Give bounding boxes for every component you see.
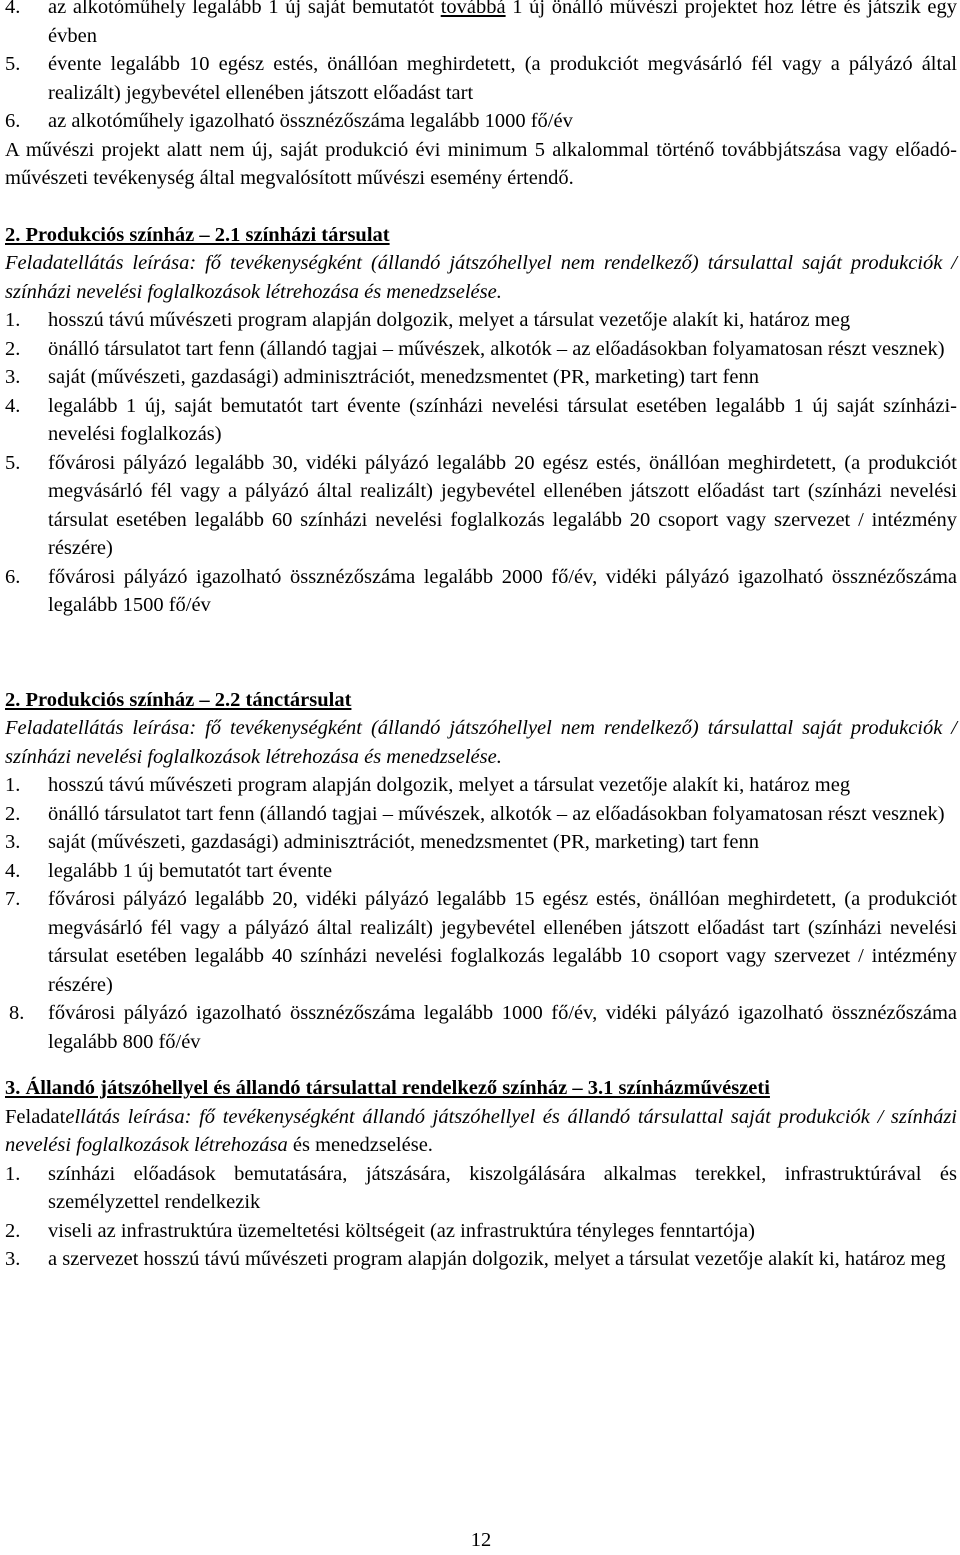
list-item: 8. fővárosi pályázó igazolható össznézőszáma legalább 1000 fő/év, vidéki pályázó igazolható össznézőszáma legalább 800 fő/év (5, 999, 957, 1056)
list-item: 2. viseli az infrastruktúra üzemeltetési költségeit (az infrastruktúra tényleges fenntartója) (5, 1217, 957, 1246)
list-item: 1. hosszú távú művészeti program alapján dolgozik, melyet a társulat vezetője alakít ki, határoz meg (5, 771, 957, 800)
list-number: 5. (5, 451, 21, 474)
list-item: 1. színházi előadások bemutatására, játszására, kiszolgálására alkalmas terekkel, infrastruktúrával és személyzettel rendelkezik (5, 1160, 957, 1217)
list-number: 4. (5, 394, 21, 417)
list-item: 3. a szervezet hosszú távú művészeti program alapján dolgozik, melyet a társulat vezetője alakít ki, határoz meg (5, 1245, 957, 1274)
list-number: 2. (5, 1219, 21, 1242)
list-number: 6. (5, 110, 21, 132)
list-number: 4. (5, 859, 21, 882)
list-number: 2. (5, 337, 21, 360)
list-item: 2. önálló társulatot tart fenn (állandó tagjai – művészek, alkotók – az előadásokban folyamatosan részt vesznek) (5, 335, 957, 364)
list-item: 4. legalább 1 új, saját bemutatót tart évente (színházi nevelési társulat esetében legalább 1 új saját színházi-nevelési foglalkozás) (5, 392, 957, 449)
page-number: 12 (470, 1529, 492, 1551)
list-item: 4. legalább 1 új bemutatót tart évente (5, 857, 957, 886)
list-number: 1. (5, 1162, 21, 1185)
document-page (5, 0, 957, 1553)
list-number: 2. (5, 802, 21, 825)
list-item: 7. fővárosi pályázó legalább 20, vidéki pályázó legalább 15 egész estés, önállóan meghirdetett, (a produkciót megvásárló fél vagy a pályázó által realizált) jegybevétel ellenében játszott előadást tart (színházi nevelési társulat esetében legalább 40 színházi nevelési foglalkozás legalább 10 csoport vagy szervezet / intézmény részére) (5, 885, 957, 999)
list-number: 7. (5, 888, 21, 910)
note-paragraph: A művészi projekt alatt nem új, saját produkció évi minimum 5 alkalommal történő továbbjátszása vagy előadó-művészeti tevékenység által megvalósított művészi esemény értendő. (5, 138, 957, 189)
section-2-1 (5, 221, 957, 620)
top-list (5, 0, 957, 136)
section-description: Feladatellátás leírása: fő tevékenységként (állandó játszóhellyel nem rendelkező) társulattal saját produkciók / színházi nevelési foglalkozások létrehozása és menedzselése. (5, 252, 957, 303)
section-description: Feladatellátás leírása: fő tevékenységként (állandó játszóhellyel nem rendelkező) társulattal saját produkciók / színházi nevelési foglalkozások létrehozása és menedzselése. (5, 717, 957, 768)
list-item: 1. hosszú távú művészeti program alapján dolgozik, melyet a társulat vezetője alakít ki, határoz meg (5, 306, 957, 335)
section-3-1 (5, 1074, 957, 1274)
list-number: 3. (5, 366, 21, 388)
list-item: 3. saját (művészeti, gazdasági) adminisztrációt, menedzsmentet (PR, marketing) tart fenn (5, 363, 957, 392)
list-number: 1. (5, 774, 21, 796)
list-number: 6. (5, 565, 21, 588)
list-number: 4. (5, 0, 21, 18)
list-item: 3. saját (művészeti, gazdasági) adminisztrációt, menedzsmentet (PR, marketing) tart fenn (5, 828, 957, 857)
list-item: 5. évente legalább 10 egész estés, önállóan meghirdetett, (a produkciót megvásárló fél vagy a pályázó által realizált) jegybevétel ellenében játszott előadást tart (5, 50, 957, 107)
list-number: 1. (5, 309, 21, 331)
section-heading: 2. Produkciós színház – 2.2 tánctársulat (5, 688, 352, 711)
list-item: 6. az alkotóműhely igazolható össznézőszáma legalább 1000 fő/év (5, 107, 957, 136)
section-heading: 2. Produkciós színház – 2.1 színházi társulat (5, 223, 390, 246)
underlined-word: továbbá (440, 0, 506, 18)
section-heading: 3. Állandó játszóhellyel és állandó társulattal rendelkező színház – 3.1 színházművészeti (5, 1077, 770, 1099)
section-description: Feladatellátás leírása: fő tevékenységként állandó játszóhellyel és állandó társulattal saját produkciók / színházi nevelési foglalkozások létrehozása és menedzselése. (5, 1105, 957, 1156)
list-item: 5. fővárosi pályázó legalább 30, vidéki pályázó legalább 20 egész estés, önállóan meghirdetett, (a produkciót megvásárló fél vagy a pályázó által realizált) jegybevétel ellenében játszott előadást tart (színházi nevelési társulat esetében legalább 60 színházi nevelési foglalkozás legalább 20 csoport vagy szervezet / intézmény részére) (5, 449, 957, 563)
section-2-2 (5, 686, 957, 1057)
list-item: 4. az alkotóműhely legalább 1 új saját bemutatót továbbá 1 új önálló művészi projektet hoz létre és játszik egy évben (5, 0, 957, 50)
list-number: 3. (5, 1248, 21, 1270)
list-number: 3. (5, 831, 21, 853)
list-number: 8. (9, 1002, 25, 1024)
list-number: 5. (5, 53, 21, 75)
list-item: 2. önálló társulatot tart fenn (állandó tagjai – művészek, alkotók – az előadásokban folyamatosan részt vesznek) (5, 800, 957, 829)
list-item: 6. fővárosi pályázó igazolható össznézőszáma legalább 2000 fő/év, vidéki pályázó igazolható össznézőszáma legalább 1500 fő/év (5, 563, 957, 620)
